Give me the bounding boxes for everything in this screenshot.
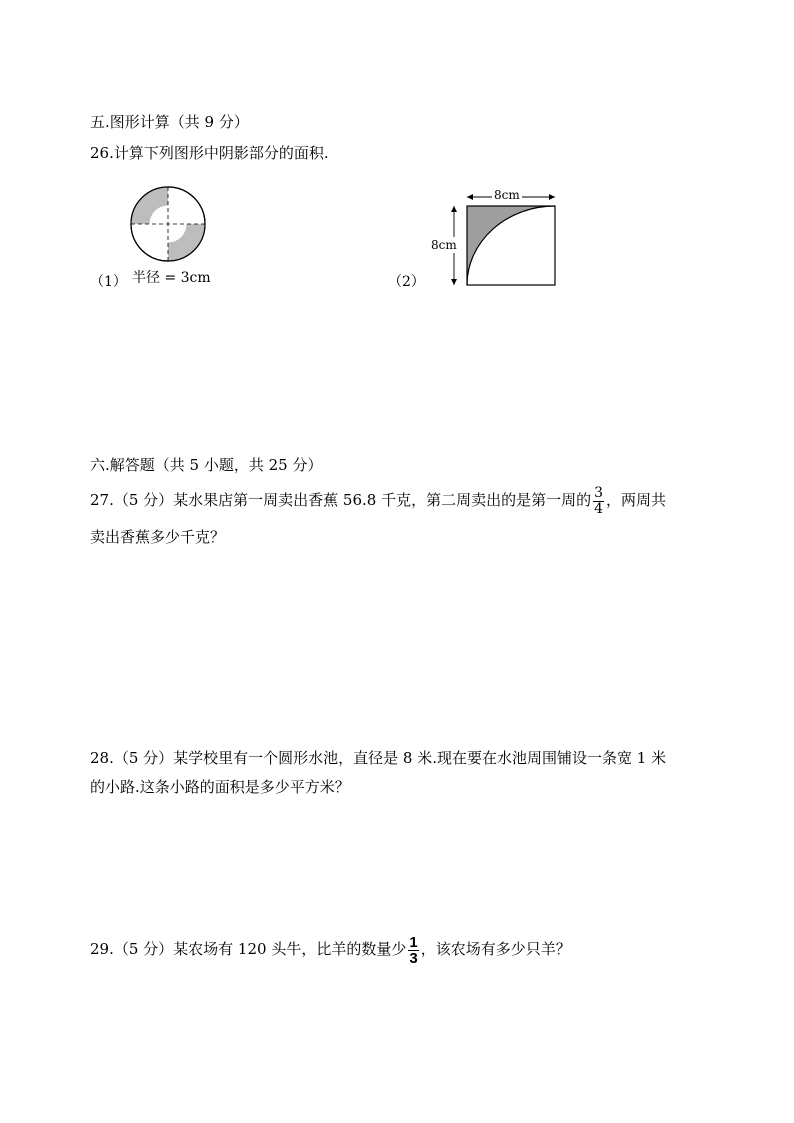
question-27-line1 [90, 482, 666, 518]
question-26-text: 26.计算下列图形中阴影部分的面积. [90, 144, 329, 162]
question-27-fraction [593, 486, 604, 517]
fraction-numerator: 1 [409, 933, 418, 951]
section5-title: 五.图形计算（共 9 分） [90, 113, 249, 131]
question-27-text-end: ，两周共 [606, 491, 667, 509]
question-29-text-end: ，该农场有多少只羊？ [420, 940, 571, 958]
figure-2-top-dimension: 8cm [494, 188, 520, 202]
figure-2-square [440, 188, 570, 292]
question-29-line [90, 930, 571, 968]
question-29-text-start: 29.（5 分）某农场有 120 头牛，比羊的数量少 [90, 940, 407, 958]
figure-2-side-dimension: 8cm [431, 238, 457, 252]
question-27-line2: 卖出香蕉多少千克？ [90, 528, 226, 546]
figure-1-caption: 半径 = 3cm [132, 270, 211, 286]
question-27-text-start: 27.（5 分）某水果店第一周卖出香蕉 56.8 千克，第二周卖出的是第一周的 [90, 491, 592, 509]
figure-1-circle [128, 184, 208, 264]
question-28-line1: 28.（5 分）某学校里有一个圆形水池，直径是 8 米.现在要在水池周围铺设一条宽 1 米 [90, 749, 667, 767]
fraction-numerator: 3 [594, 484, 604, 501]
fraction-denominator: 3 [409, 949, 418, 967]
figure-2-label: （2） [388, 274, 425, 290]
question-29-fraction [408, 935, 418, 966]
fraction-denominator: 4 [594, 500, 604, 517]
figure-1-label: （1） [90, 274, 127, 290]
section6-title: 六.解答题（共 5 小题，共 25 分） [90, 456, 323, 474]
question-28-line2: 的小路.这条小路的面积是多少平方米？ [90, 778, 350, 796]
